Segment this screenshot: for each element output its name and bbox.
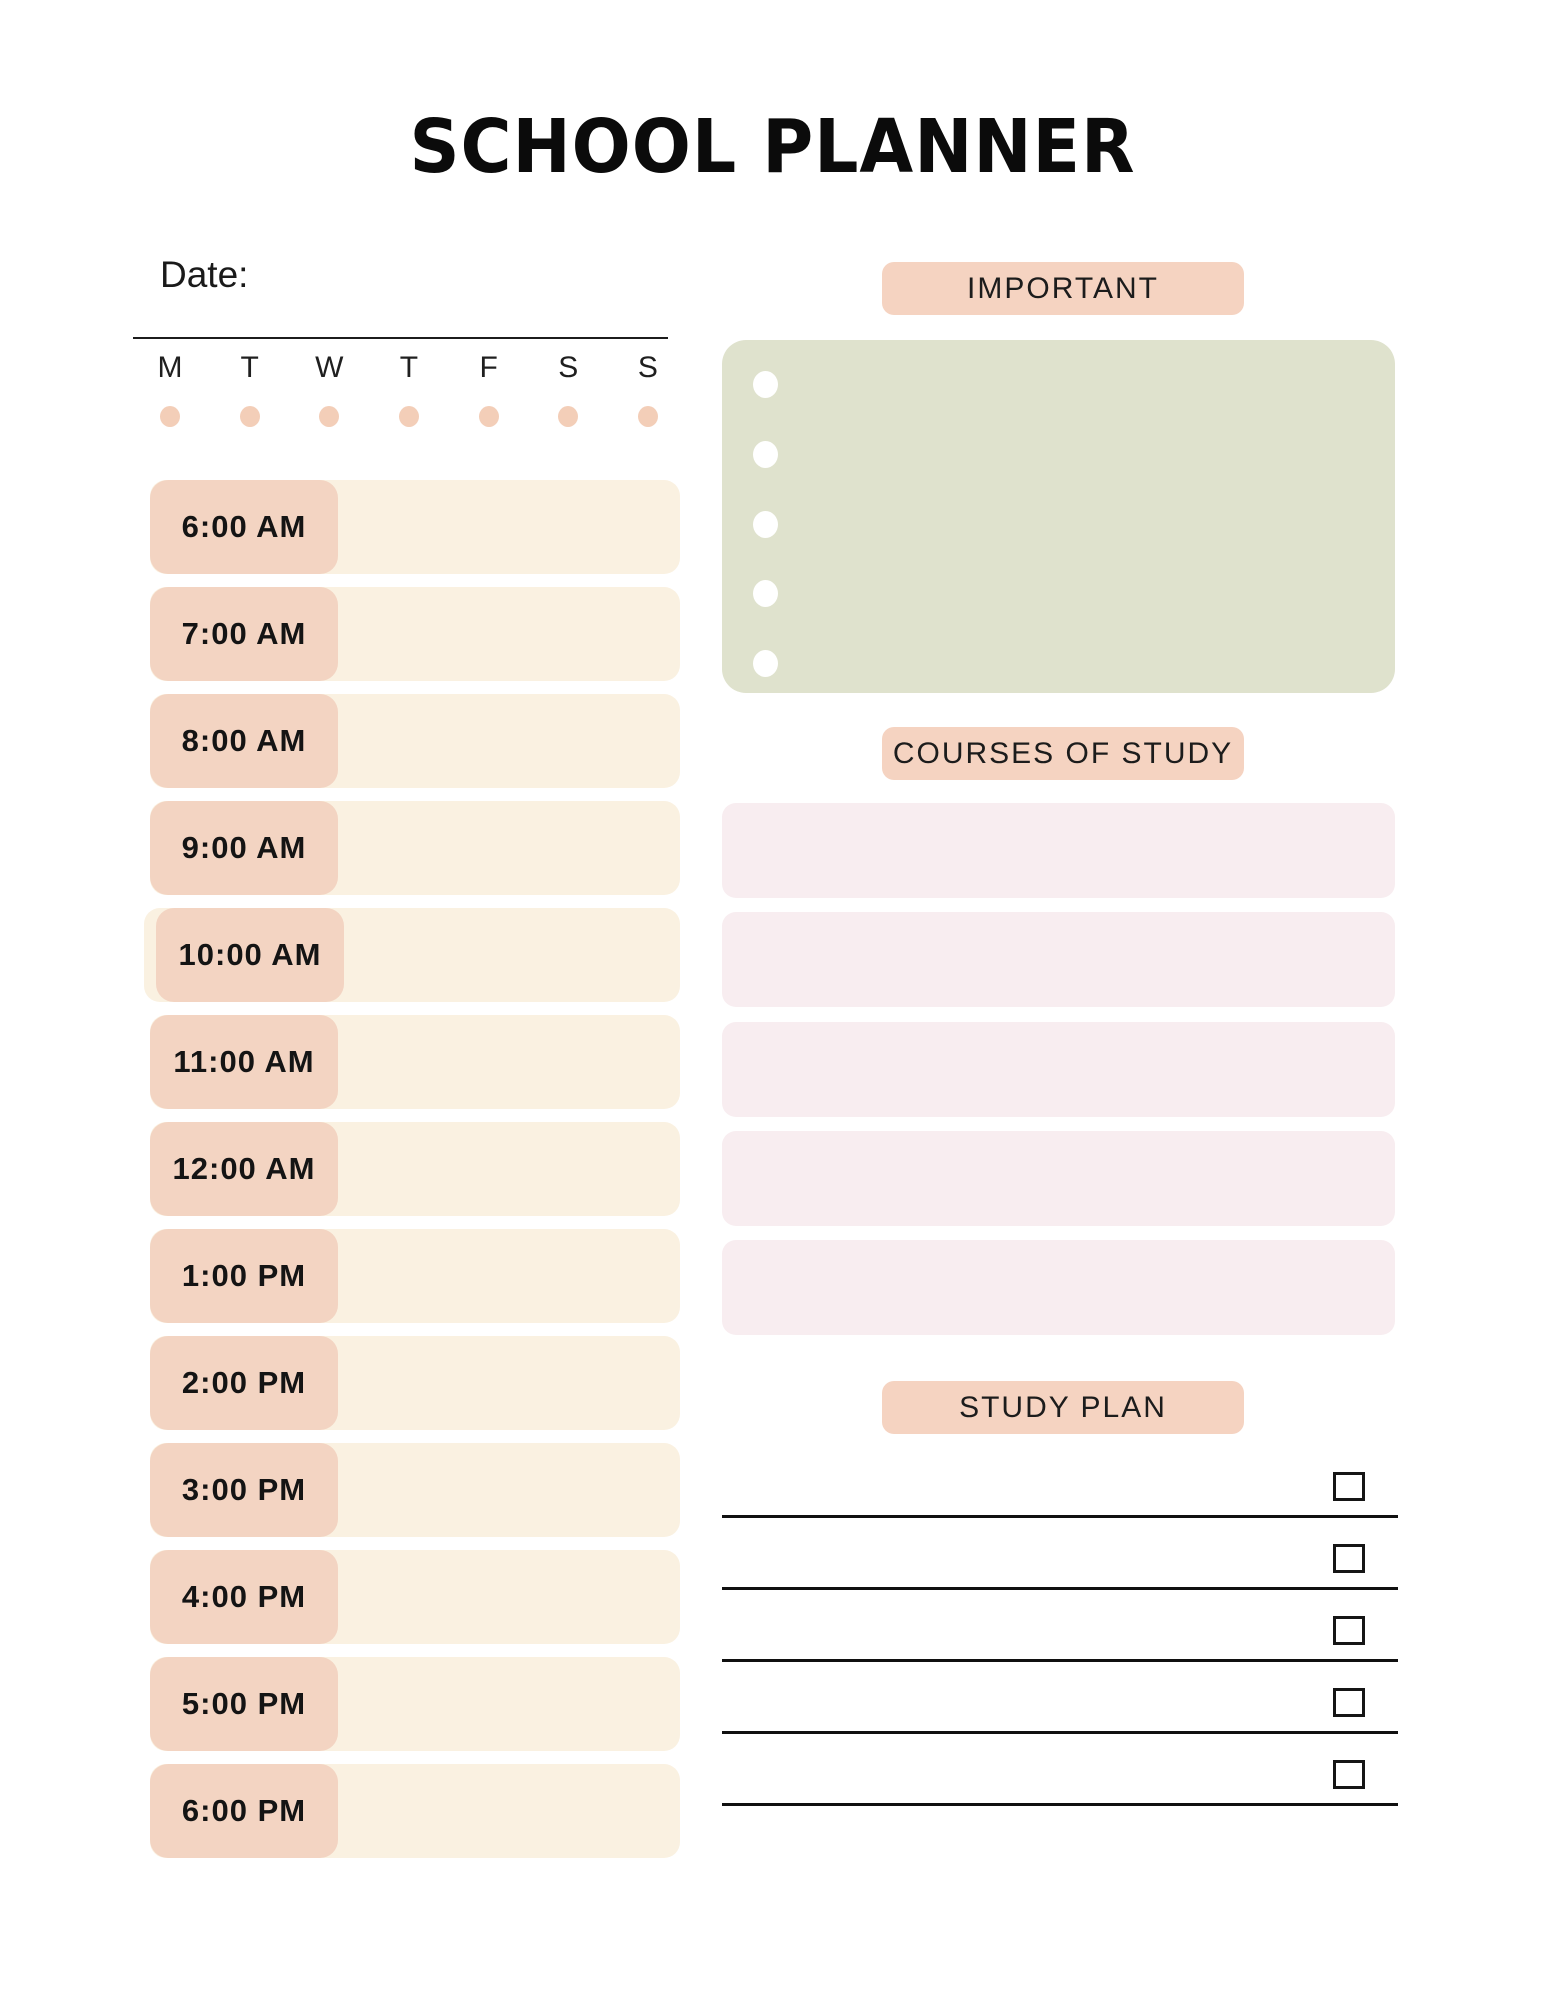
time-row (150, 1229, 680, 1323)
weekday-cell-3 (309, 350, 349, 427)
study-plan-line[interactable] (722, 1590, 1398, 1662)
weekday-cell-1 (150, 350, 190, 427)
time-row (150, 1443, 680, 1537)
course-row-field[interactable] (722, 1131, 1395, 1226)
weekday-cell-4 (389, 350, 429, 427)
course-row-field[interactable] (722, 912, 1395, 1007)
study-plan-checkbox[interactable] (1333, 1472, 1365, 1501)
day-dot (479, 406, 499, 427)
time-row (150, 1657, 680, 1751)
time-label: 9:00 AM (150, 801, 338, 895)
time-row (150, 587, 680, 681)
punch-hole (753, 441, 778, 468)
weekday-letter: T (399, 351, 419, 384)
weekday-letter: S (637, 351, 658, 384)
time-row (150, 1550, 680, 1644)
study-plan-checkbox[interactable] (1333, 1688, 1365, 1717)
date-label: Date: (160, 254, 249, 295)
time-label: 5:00 PM (150, 1657, 338, 1751)
time-row (150, 1122, 680, 1216)
time-label: 8:00 AM (150, 694, 338, 788)
time-label: 6:00 AM (150, 480, 338, 574)
time-label: 6:00 PM (150, 1764, 338, 1858)
time-label: 7:00 AM (150, 587, 338, 681)
time-row (150, 801, 680, 895)
weekday-letter: T (240, 351, 259, 384)
course-row-field[interactable] (722, 803, 1395, 898)
section-header-important-label: IMPORTANT (967, 271, 1159, 305)
day-dot (319, 406, 339, 427)
time-row (150, 908, 680, 1002)
section-header-courses-label: COURSES OF STUDY (892, 736, 1234, 770)
time-grid (150, 480, 680, 1872)
day-dot (558, 406, 578, 427)
study-plan-checkbox[interactable] (1333, 1544, 1365, 1573)
day-dot (399, 406, 419, 427)
punch-hole (753, 580, 778, 607)
weekday-letter: S (558, 351, 579, 384)
time-row (150, 480, 680, 574)
day-dot (240, 406, 260, 427)
punch-hole (753, 511, 778, 538)
time-row (150, 1015, 680, 1109)
time-label: 4:00 PM (150, 1550, 338, 1644)
section-header-study-plan-label: STUDY PLAN (959, 1390, 1167, 1424)
time-label: 12:00 AM (150, 1122, 338, 1216)
date-input-line[interactable] (133, 337, 668, 339)
punch-hole (753, 650, 778, 677)
time-label: 1:00 PM (150, 1229, 338, 1323)
weekday-cell-2 (230, 350, 270, 427)
weekday-cell-5 (469, 350, 509, 427)
time-row (150, 1764, 680, 1858)
study-plan-checkbox[interactable] (1333, 1760, 1365, 1789)
study-plan-line[interactable] (722, 1662, 1398, 1734)
time-label: 11:00 AM (150, 1015, 338, 1109)
weekday-cell-6 (548, 350, 588, 427)
time-row (150, 1336, 680, 1430)
study-plan-line[interactable] (722, 1734, 1398, 1806)
weekday-row (150, 350, 668, 427)
time-label: 2:00 PM (150, 1336, 338, 1430)
page-title: SCHOOL PLANNER (409, 104, 1136, 190)
study-plan-line[interactable] (722, 1518, 1398, 1590)
weekday-letter: M (157, 351, 183, 384)
time-row (150, 694, 680, 788)
weekday-cell-7 (628, 350, 668, 427)
time-label: 10:00 AM (156, 908, 344, 1002)
important-notes-area[interactable] (722, 340, 1395, 693)
section-header-important (882, 262, 1244, 315)
weekday-letter: F (479, 351, 498, 384)
day-dot (160, 406, 180, 427)
time-label: 3:00 PM (150, 1443, 338, 1537)
study-plan-checkbox[interactable] (1333, 1616, 1365, 1645)
study-plan-line[interactable] (722, 1446, 1398, 1518)
course-row-field[interactable] (722, 1240, 1395, 1335)
punch-hole (753, 371, 778, 398)
day-dot (638, 406, 658, 427)
study-plan-list (722, 1446, 1398, 1806)
weekday-letter: W (315, 351, 344, 384)
section-header-study-plan (882, 1381, 1244, 1434)
course-row-field[interactable] (722, 1022, 1395, 1117)
section-header-courses (882, 727, 1244, 780)
